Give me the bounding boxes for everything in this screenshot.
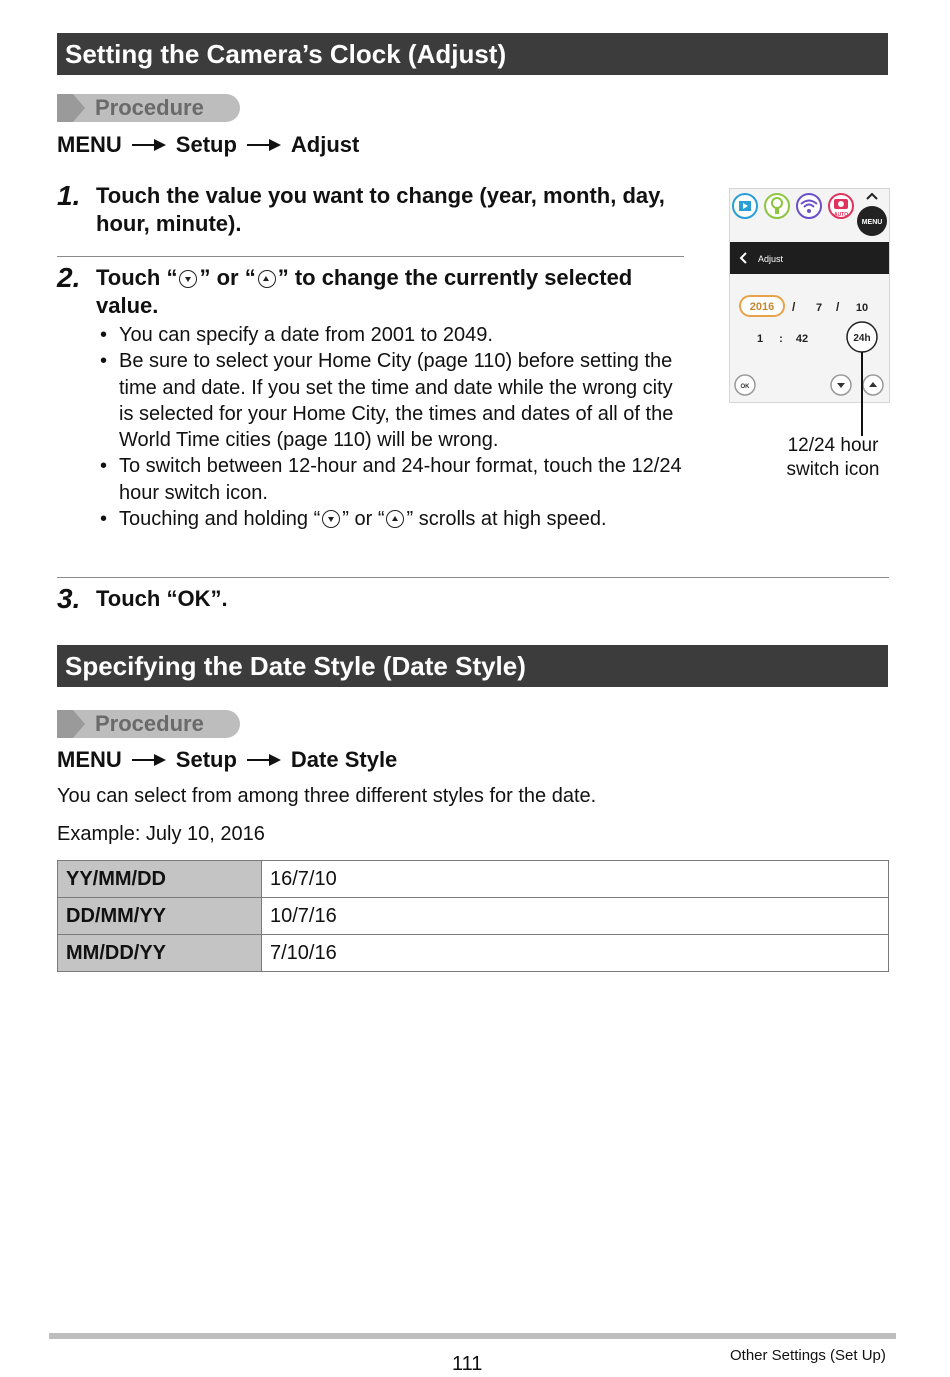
table-row	[58, 935, 889, 972]
arrow-right-icon	[132, 753, 166, 767]
footer-section-name: Other Settings (Set Up)	[730, 1347, 886, 1364]
procedure-badge	[57, 710, 240, 738]
note-item: • Touching and holding “ ” or “ ” scrolls at high speed.	[100, 506, 690, 532]
table-row	[58, 861, 889, 898]
menu-path-item: Setup	[175, 132, 237, 157]
svg-text:MENU: MENU	[861, 219, 883, 226]
svg-text:/: /	[792, 300, 796, 314]
date-style-example: Example: July 10, 2016	[57, 823, 265, 845]
step-2-text: Touch “ ” or “ ” to change the currently selected value.	[96, 265, 633, 318]
svg-text:7: 7	[815, 302, 823, 314]
arrow-right-icon	[247, 138, 281, 152]
date-style-intro: You can select from among three different styles for the date.	[57, 785, 597, 807]
up-arrow-icon	[386, 510, 404, 528]
section-title-date-style: Specifying the Date Style (Date Style)	[57, 645, 888, 687]
menu-path-item: Adjust	[290, 132, 360, 157]
svg-text::: :	[779, 333, 783, 345]
bulb-icon	[765, 194, 789, 218]
divider	[57, 256, 684, 257]
table-cell-style: MM/DD/YY	[58, 935, 262, 972]
arrow-right-icon	[132, 138, 166, 152]
page-number: 111	[452, 1353, 483, 1375]
step-3-text: Touch “OK”.	[96, 586, 228, 611]
note-item: • You can specify a date from 2001 to 2049.	[100, 322, 690, 348]
step-2-notes	[100, 322, 690, 532]
down-arrow-icon	[322, 510, 340, 528]
svg-text:24h: 24h	[853, 333, 871, 344]
table-cell-value: 16/7/10	[262, 861, 889, 898]
menu-path-date-style	[57, 747, 397, 773]
wifi-icon	[797, 194, 821, 218]
up-arrow-icon	[258, 270, 276, 288]
playback-icon	[733, 194, 757, 218]
camera-screen-illustration	[729, 188, 890, 403]
table-cell-style: DD/MM/YY	[58, 898, 262, 935]
menu-path-item: MENU	[57, 747, 122, 772]
table-cell-value: 10/7/16	[262, 898, 889, 935]
svg-text:/: /	[836, 300, 840, 314]
table-cell-value: 7/10/16	[262, 935, 889, 972]
down-arrow-icon	[179, 270, 197, 288]
svg-text:10: 10	[855, 302, 869, 314]
callout-line	[861, 352, 863, 436]
screen-header: Adjust	[758, 254, 784, 264]
step-1-text: Touch the value you want to change (year, month, day, hour, minute).	[96, 183, 665, 236]
menu-path-item: Date Style	[290, 747, 398, 772]
menu-path-adjust	[57, 132, 359, 158]
step-3-number: 3.	[57, 583, 81, 614]
step-1-number: 1.	[57, 180, 81, 211]
step-2-number: 2.	[57, 262, 81, 293]
divider	[57, 577, 889, 578]
footer-rule	[49, 1333, 896, 1339]
procedure-label: Procedure	[95, 95, 204, 120]
svg-text:1: 1	[756, 333, 764, 345]
arrow-right-icon	[247, 753, 281, 767]
svg-text:2016: 2016	[749, 301, 775, 313]
note-item: • To switch between 12-hour and 24-hour format, touch the 12/24 hour switch icon.	[100, 453, 690, 506]
svg-text:AUTO: AUTO	[833, 212, 849, 218]
section-title-adjust: Setting the Camera’s Clock (Adjust)	[57, 33, 888, 75]
menu-path-item: Setup	[175, 747, 237, 772]
svg-text:42: 42	[795, 333, 809, 345]
note-item: • Be sure to select your Home City (page 110) before setting the time and date. If you set the time and date while the wrong city is selected for your Home City, the times and dates of all of the World Time cities (page 110) will be wrong.	[100, 348, 690, 453]
callout-label: 12/24 hour switch icon	[786, 435, 880, 480]
procedure-label: Procedure	[95, 711, 204, 736]
svg-text:OK: OK	[740, 384, 750, 390]
table-row	[58, 898, 889, 935]
menu-path-item: MENU	[57, 132, 122, 157]
date-style-table	[57, 860, 889, 972]
camera-auto-icon	[829, 194, 853, 218]
procedure-badge	[57, 94, 240, 122]
table-cell-style: YY/MM/DD	[58, 861, 262, 898]
